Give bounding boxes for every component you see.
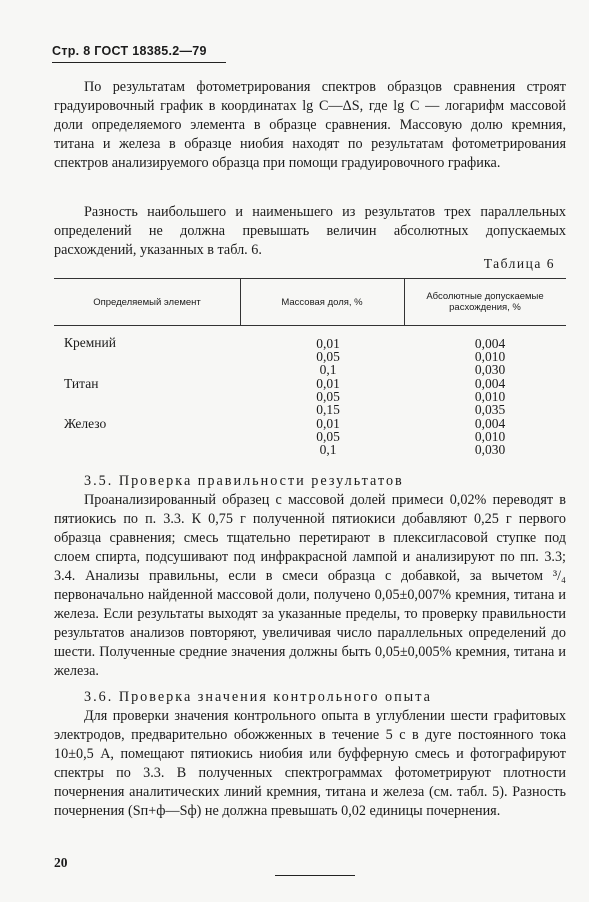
header-fraction: Массовая доля, % bbox=[281, 296, 363, 308]
paragraph-calibration: По результатам фотометрирования спектров образцов сравнения строят градуировочный график в координатах lg C—ΔS, где lg C — логарифм массовой доли определяемого элемента в образце сравнения. Массовую долю кремния, титана и железа в образце ниобия находят по результатам фотометрирования спектров анализируемого образца при помощи градуировочного графика. bbox=[54, 79, 566, 171]
section-3-5-title: 3.5. Проверка правильности результатов bbox=[84, 473, 404, 489]
tolerance-cell: 0,030 bbox=[474, 442, 506, 457]
header-rule bbox=[52, 62, 226, 63]
fraction-cell: 0,01 bbox=[316, 336, 340, 351]
tolerance-cell: 0,010 bbox=[474, 349, 506, 364]
fraction-cell: 0,15 bbox=[316, 402, 340, 417]
element-name: Титан bbox=[64, 376, 99, 391]
tolerance-cell: 0,004 bbox=[474, 416, 506, 431]
tolerance-cell: 0,035 bbox=[474, 402, 506, 417]
section-3-5-body: Проанализированный образец с массовой долей примеси 0,02% переводят в пятиокись по п. 3.3. К 0,75 г полученной пятиокиси добавляют 0,25 г первого образца сравнения; смесь тщательно перетирают в плексигласовой ступке под слоем спирта, подсушивают под инфракрасной лампой и анализируют по пп. 3.3; 3.4. Анализы правильны, если в смеси образца с добавкой, за вычетом ³/₄ первоначально найденной массовой доли, получено 0,05±0,007% кремния, титана и железа. Если результаты выходят за указанные пределы, то проверку правильности результатов анализов повторяют, увеличивая число параллельных определений до шести. Полученные средние значения должны быть 0,05±0,005% кремния, титана и железа. bbox=[54, 492, 566, 679]
page-number: 20 bbox=[54, 855, 68, 870]
paragraph-tolerance: Разность наибольшего и наименьшего из результатов трех параллельных определений не должна превышать величин абсолютных допускаемых расхождений, указанных в табл. 6. bbox=[54, 204, 566, 258]
section-3-6-body: Для проверки значения контрольного опыта в углублении шести графитовых электродов, предварительно обожженных в течение 5 с в дуге постоянного тока 10±0,5 А, помещают пятиокись ниобия или буфферную смесь и фотографируют спектры по 3.3. В полученных спектрограммах фотометрируют плотности почернения аналитических линий кремния, титана и железа (см. табл. 5). Разность почернения (Sп+ф—Sф) не должна превышать 0,02 единицы почернения. bbox=[54, 708, 566, 819]
table-header bbox=[54, 279, 566, 326]
tolerance-cell: 0,010 bbox=[474, 389, 506, 404]
page-header: Стр. 8 ГОСТ 18385.2—79 bbox=[52, 44, 207, 58]
table-caption: Таблица 6 bbox=[483, 256, 555, 271]
tolerance-cell: 0,004 bbox=[474, 376, 506, 391]
header-tolerance: Абсолютные допускаемые расхождения, % bbox=[426, 291, 544, 313]
fraction-cell: 0,01 bbox=[316, 416, 340, 431]
element-name: Кремний bbox=[64, 335, 116, 350]
fraction-cell: 0,05 bbox=[316, 429, 340, 444]
tolerance-table bbox=[54, 278, 566, 465]
tolerance-cell: 0,030 bbox=[474, 362, 506, 377]
header-element: Определяемый элемент bbox=[93, 296, 201, 308]
fraction-cell: 0,05 bbox=[316, 349, 340, 364]
column-divider bbox=[404, 279, 405, 325]
section-3-6-title: 3.6. Проверка значения контрольного опыта bbox=[84, 689, 432, 705]
fraction-cell: 0,01 bbox=[316, 376, 340, 391]
fraction-cell: 0,1 bbox=[319, 362, 337, 377]
end-rule bbox=[275, 875, 355, 876]
tolerance-cell: 0,010 bbox=[474, 429, 506, 444]
element-name: Железо bbox=[64, 416, 107, 431]
tolerance-cell: 0,004 bbox=[474, 336, 506, 351]
fraction-cell: 0,05 bbox=[316, 389, 340, 404]
fraction-cell: 0,1 bbox=[319, 442, 337, 457]
